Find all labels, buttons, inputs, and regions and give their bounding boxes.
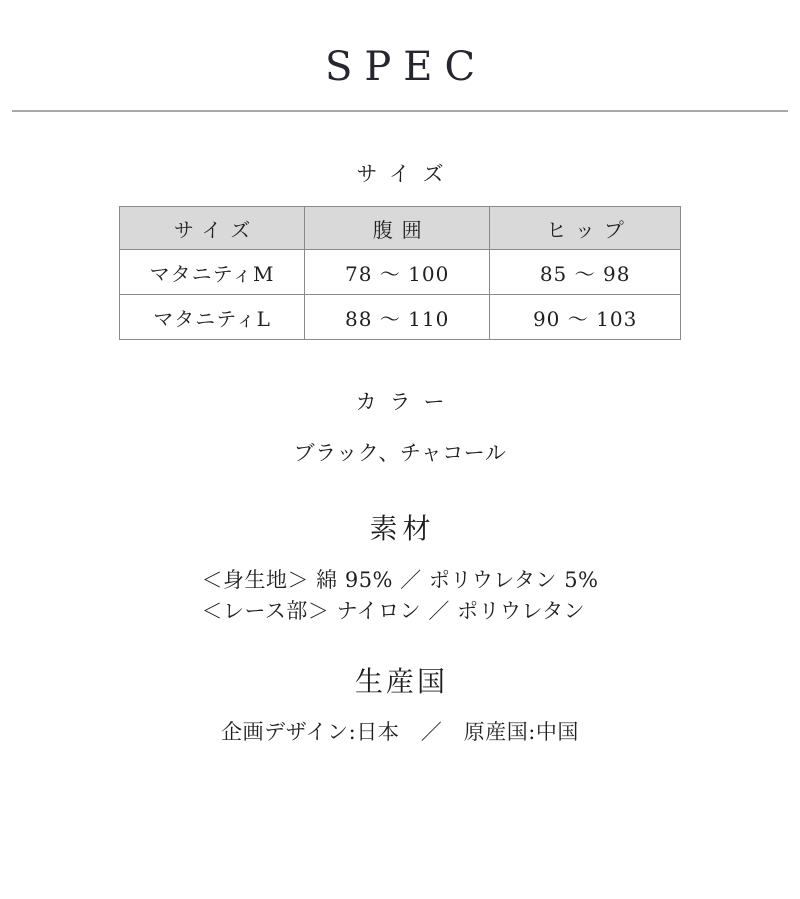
size-table-header-size: サイズ	[120, 207, 305, 250]
material-line-body-fabric: ＜身生地＞ 綿 95% ／ ポリウレタン 5%	[201, 568, 599, 592]
size-section-heading: サイズ	[356, 162, 457, 186]
size-table-cell-hip-m: 85 〜 98	[490, 250, 681, 295]
size-table-header-belly: 腹囲	[305, 207, 490, 250]
size-table-row-maternity-m	[120, 250, 681, 295]
origin-value-text: 企画デザイン:日本 ／ 原産国:中国	[221, 720, 579, 744]
size-table-row-maternity-l	[120, 295, 681, 340]
size-table-header-hip: ヒップ	[490, 207, 681, 250]
size-table-cell-belly-m: 78 〜 100	[305, 250, 490, 295]
color-value-text: ブラック、チャコール	[293, 441, 507, 465]
title-divider-line	[12, 110, 788, 112]
material-section-heading: 素材	[369, 512, 436, 545]
page-title: SPEC	[324, 44, 488, 90]
size-table	[119, 206, 681, 340]
size-table-cell-size-l: マタニティL	[120, 295, 305, 340]
size-table-cell-hip-l: 90 〜 103	[490, 295, 681, 340]
color-section-heading: カラー	[355, 390, 458, 414]
size-table-header-row	[120, 207, 681, 250]
material-line-lace: ＜レース部＞ ナイロン ／ ポリウレタン	[201, 599, 586, 623]
size-table-cell-belly-l: 88 〜 110	[305, 295, 490, 340]
origin-section-heading: 生産国	[354, 665, 448, 698]
size-table-cell-size-m: マタニティM	[120, 250, 305, 295]
material-lines-inner	[201, 565, 598, 627]
material-lines-block	[0, 565, 800, 627]
